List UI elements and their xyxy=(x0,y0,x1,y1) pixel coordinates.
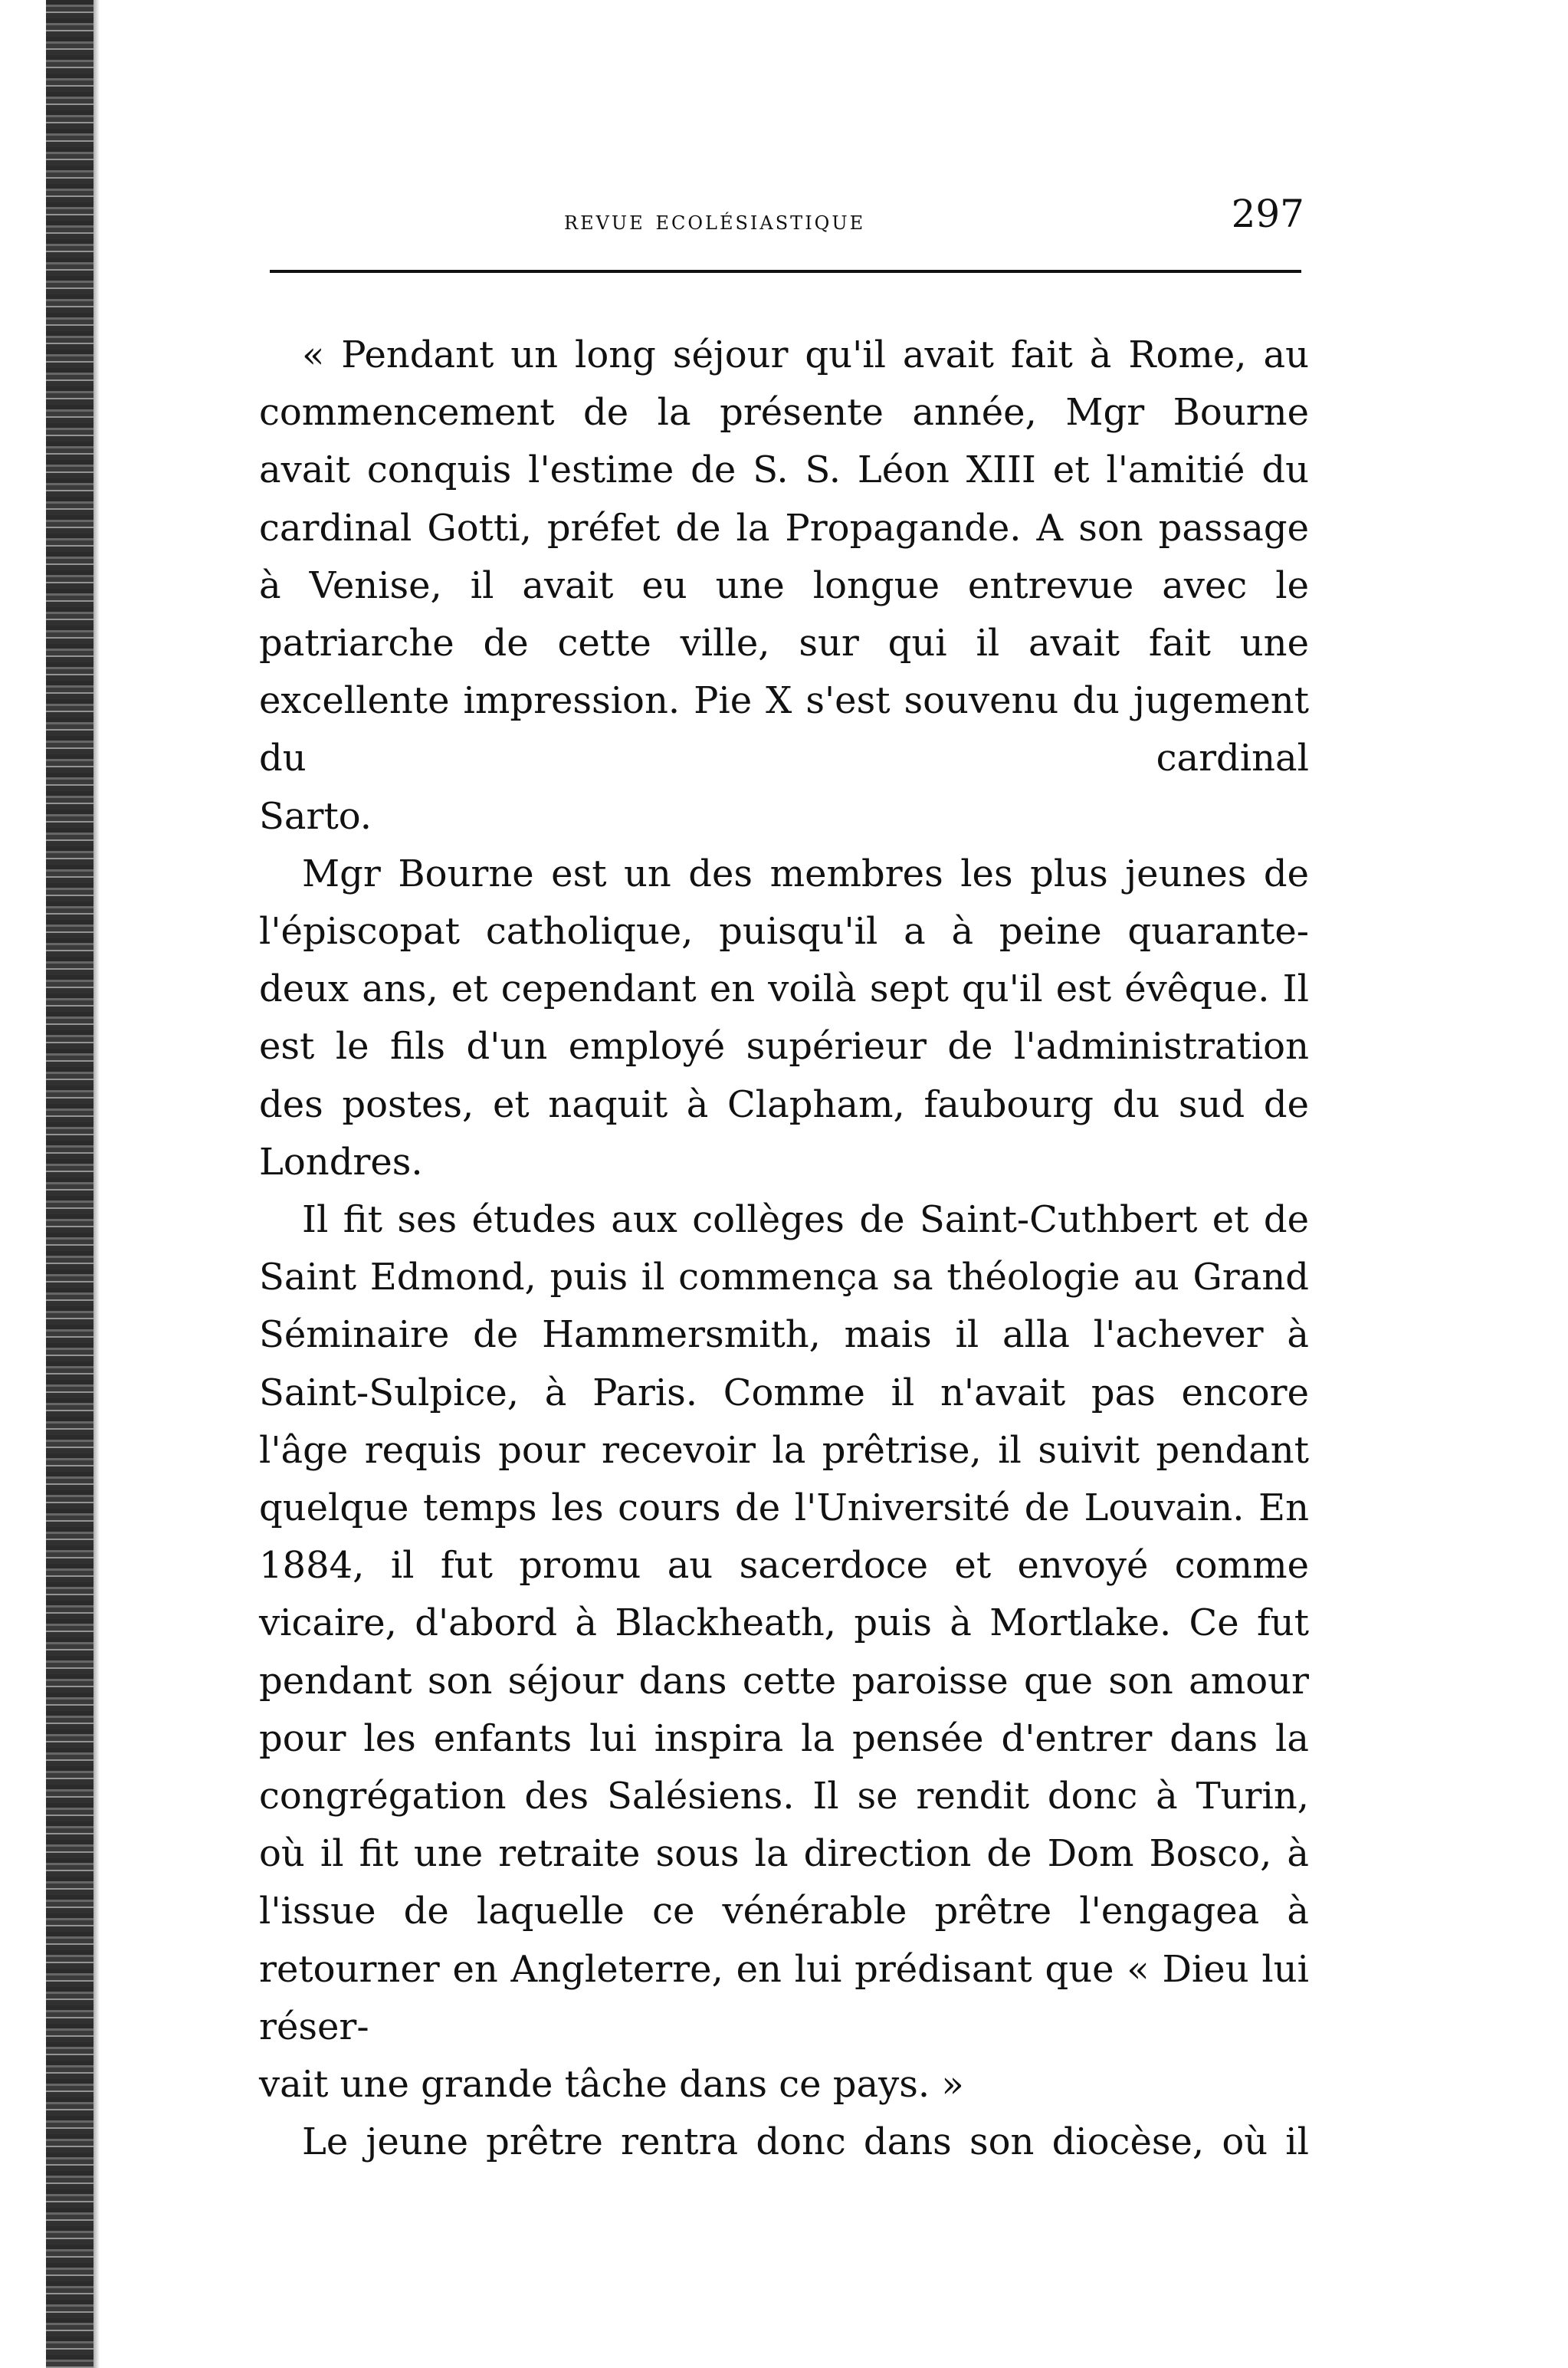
paragraph xyxy=(259,2113,1309,2171)
paragraph xyxy=(259,327,1309,846)
page-binding-edge xyxy=(46,0,93,2368)
body-text xyxy=(259,327,1309,2172)
paragraph xyxy=(259,1191,1309,2113)
paragraph-text: Il fit ses études aux collèges de Saint-Cuthbert et de Saint Edmond, puis il commença sa théologie au Grand Séminaire de Hammersmith, mais il alla l'achever à Saint-Sulpice, à Paris. Comme il n'avait pas encore l'âge requis pour recevoir la prêtrise, il suivit pendant quelque temps les cours de l'Université de Louvain. En 1884, il fut promu au sacerdoce et envoyé comme vicaire, d'abord à Blackheath, puis à Mortlake. Ce fut pendant son séjour dans cette paroisse que son amour pour les enfants lui inspira la pensée d'entrer dans la congrégation des Salésiens. Il se rendit donc à Turin, où il fit une retraite sous la direction de Dom Bosco, à l'issue de laquelle ce vénérable prêtre l'engagea à retourner en Angleterre, en lui prédisant que « Dieu lui réser- xyxy=(259,1198,1309,2048)
paragraph-text: Mgr Bourne est un des membres les plus jeunes de l'épiscopat catholique, puisqu'il a à peine quarante-deux ans, et cependant en voilà sept qu'il est évêque. Il est le fils d'un employé supérieur de l'administration des postes, et naquit à Clapham, faubourg du sud de Londres. xyxy=(259,852,1309,1184)
header-rule xyxy=(270,270,1301,273)
paragraph-text: « Pendant un long séjour qu'il avait fait à Rome, au commencement de la présente année, Mgr Bourne avait conquis l'estime de S. S. Léon XIII et l'amitié du cardinal Gotti, préfet de la Propagande. A son passage à Venise, il avait eu une longue entrevue avec le patriarche de cette ville, sur qui il avait fait une excellente impression. Pie X s'est souvenu du jugement du cardinal xyxy=(259,333,1309,780)
running-title: revue ecolésiastique xyxy=(564,205,866,236)
page-number: 297 xyxy=(1231,192,1304,236)
running-head xyxy=(261,192,1310,253)
paragraph xyxy=(259,846,1309,1191)
paragraph-tail: Sarto. xyxy=(259,794,372,838)
paragraph-text: Le jeune prêtre rentra donc dans son diocèse, où il xyxy=(302,2120,1309,2164)
paragraph-tail: vait une grande tâche dans ce pays. » xyxy=(259,2063,964,2107)
